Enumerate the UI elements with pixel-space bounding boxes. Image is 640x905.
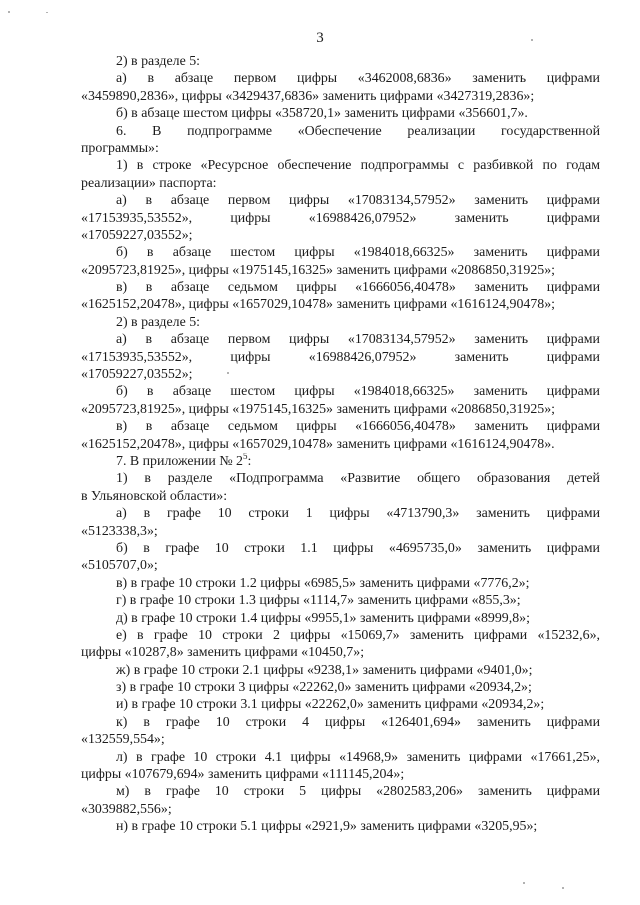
- line-text: е) в графе 10 строки 2 цифры «15069,7» заменить цифрами «15232,6»,: [116, 627, 600, 643]
- line-text: а) в абзаце первом цифры «17083134,57952» заменить цифрами: [116, 332, 600, 348]
- line-text: реализации» паспорта:: [81, 175, 217, 191]
- text-line: [81, 644, 600, 661]
- text-line: [81, 436, 600, 453]
- line-text: а) в графе 10 строки 1 цифры «4713790,3» заменить цифрами: [116, 506, 600, 522]
- text-line: [81, 366, 600, 383]
- text-line: [81, 88, 600, 105]
- text-line: [81, 123, 600, 140]
- text-line: [81, 227, 600, 244]
- line-text: 2) в разделе 5:: [116, 54, 201, 69]
- text-line: [81, 140, 600, 157]
- line-text: «17059227,03552»;: [81, 367, 193, 383]
- text-line: [81, 575, 600, 592]
- line-text: «17153935,53552», цифры «16988426,07952» заменить цифрами: [81, 210, 600, 226]
- text-line: [81, 714, 600, 731]
- line-text: 1) в строке «Ресурсное обеспечение подпрограммы с разбивкой по годам: [116, 158, 600, 174]
- line-text: б) в абзаце шестом цифры «1984018,66325» заменить цифрами: [116, 384, 600, 400]
- line-text: к) в графе 10 строки 4 цифры «126401,694» заменить цифрами: [116, 714, 600, 730]
- scan-speck: [46, 12, 48, 13]
- scan-speck: [523, 882, 525, 884]
- line-text: «3039882,556»;: [81, 801, 172, 817]
- text-line: [81, 331, 600, 348]
- text-line: [81, 592, 600, 609]
- text-line: [81, 470, 600, 487]
- line-text: цифры «107679,694» заменить цифрами «111145,204»;: [81, 767, 405, 783]
- text-line: [81, 505, 600, 522]
- text-line: [81, 818, 600, 835]
- text-line: [81, 783, 600, 800]
- line-text: «1625152,20478», цифры «1657029,10478» заменить цифрами «1616124,90478»;: [81, 297, 556, 313]
- scan-speck: [531, 39, 533, 41]
- text-line: [81, 488, 600, 505]
- text-line: [81, 210, 600, 227]
- line-text: «5105707,0»;: [81, 558, 158, 574]
- text-line: [81, 157, 600, 174]
- text-line: [81, 749, 600, 766]
- line-text: в) в абзаце седьмом цифры «1666056,40478» заменить цифрами: [116, 419, 600, 435]
- line-text: з) в графе 10 строки 3 цифры «22262,0» заменить цифрами «20934,2»;: [116, 680, 532, 696]
- line-text: «2095723,81925», цифры «1975145,16325» заменить цифрами «2086850,31925»;: [81, 262, 556, 278]
- line-text: б) в абзаце шестом цифры «358720,1» заменить цифрами «356601,7».: [116, 106, 528, 122]
- text-line: [81, 296, 600, 313]
- text-line: [81, 679, 600, 696]
- line-text: «3459890,2836», цифры «3429437,6836» заменить цифрами «3427319,2836»;: [81, 88, 535, 104]
- document-body: [81, 53, 600, 836]
- line-text: б) в абзаце шестом цифры «1984018,66325» заменить цифрами: [116, 245, 600, 261]
- line-text: н) в графе 10 строки 5.1 цифры «2921,9» заменить цифрами «3205,95»;: [116, 819, 538, 835]
- scan-speck: [562, 887, 564, 889]
- line-text: «2095723,81925», цифры «1975145,16325» заменить цифрами «2086850,31925»;: [81, 401, 556, 417]
- line-text: «5123338,3»;: [81, 523, 158, 539]
- text-line: [81, 53, 600, 70]
- line-text: м) в графе 10 строки 5 цифры «2802583,206» заменить цифрами: [116, 784, 600, 800]
- line-text: а) в абзаце первом цифры «17083134,57952» заменить цифрами: [116, 193, 600, 209]
- line-text: д) в графе 10 строки 1.4 цифры «9955,1» заменить цифрами «8999,8»;: [116, 610, 530, 626]
- text-line: [81, 349, 600, 366]
- line-text: «132559,554»;: [81, 732, 165, 748]
- text-line: [81, 627, 600, 644]
- text-line: [81, 731, 600, 748]
- line-text: и) в графе 10 строки 3.1 цифры «22262,0» заменить цифрами «20934,2»;: [116, 697, 545, 713]
- text-line: [81, 696, 600, 713]
- line-text: 1) в разделе «Подпрограмма «Развитие общего образования детей: [116, 471, 600, 487]
- text-line: [81, 105, 600, 122]
- text-line: [81, 279, 600, 296]
- text-line: [81, 401, 600, 418]
- line-text: программы»:: [81, 140, 159, 156]
- line-text: в) в абзаце седьмом цифры «1666056,40478» заменить цифрами: [116, 280, 600, 296]
- text-line: [81, 801, 600, 818]
- line-text: «1625152,20478», цифры «1657029,10478» заменить цифрами «1616124,90478».: [81, 436, 555, 452]
- line-text: 7. В приложении № 2: [116, 453, 243, 469]
- text-line: [81, 453, 600, 470]
- text-line: [81, 418, 600, 435]
- text-line: [81, 523, 600, 540]
- superscript: 5: [243, 452, 248, 461]
- line-tail: :: [247, 453, 252, 469]
- text-line: [81, 175, 600, 192]
- line-text: «17059227,03552»;: [81, 227, 193, 243]
- text-line: [81, 192, 600, 209]
- line-text: «17153935,53552», цифры «16988426,07952» заменить цифрами: [81, 349, 600, 365]
- line-text: в) в графе 10 строки 1.2 цифры «6985,5» заменить цифрами «7776,2»;: [116, 575, 530, 591]
- line-text: л) в графе 10 строки 4.1 цифры «14968,9» заменить цифрами «17661,25»,: [116, 749, 600, 765]
- text-line: [81, 262, 600, 279]
- line-text: а) в абзаце первом цифры «3462008,6836» заменить цифрами: [116, 71, 600, 87]
- line-text: в Ульяновской области»:: [81, 488, 228, 504]
- line-text: цифры «10287,8» заменить цифрами «10450,7»;: [81, 645, 365, 661]
- line-text: 2) в разделе 5:: [116, 314, 201, 330]
- line-text: б) в графе 10 строки 1.1 цифры «4695735,0» заменить цифрами: [116, 540, 600, 556]
- text-line: [81, 557, 600, 574]
- text-line: [81, 540, 600, 557]
- text-line: [81, 383, 600, 400]
- text-line: [81, 766, 600, 783]
- line-text: 6. В подпрограмме «Обеспечение реализации государственной: [116, 123, 600, 139]
- page-number: 3: [316, 30, 324, 46]
- text-line: [81, 610, 600, 627]
- text-line: [81, 70, 600, 87]
- line-text: ж) в графе 10 строки 2.1 цифры «9238,1» заменить цифрами «9401,0»;: [116, 662, 533, 678]
- scan-speck: [8, 11, 10, 13]
- text-line: [81, 314, 600, 331]
- scan-speck: [227, 372, 229, 374]
- line-text: г) в графе 10 строки 1.3 цифры «1114,7» заменить цифрами «855,3»;: [116, 593, 521, 609]
- text-line: [81, 244, 600, 261]
- text-line: [81, 662, 600, 679]
